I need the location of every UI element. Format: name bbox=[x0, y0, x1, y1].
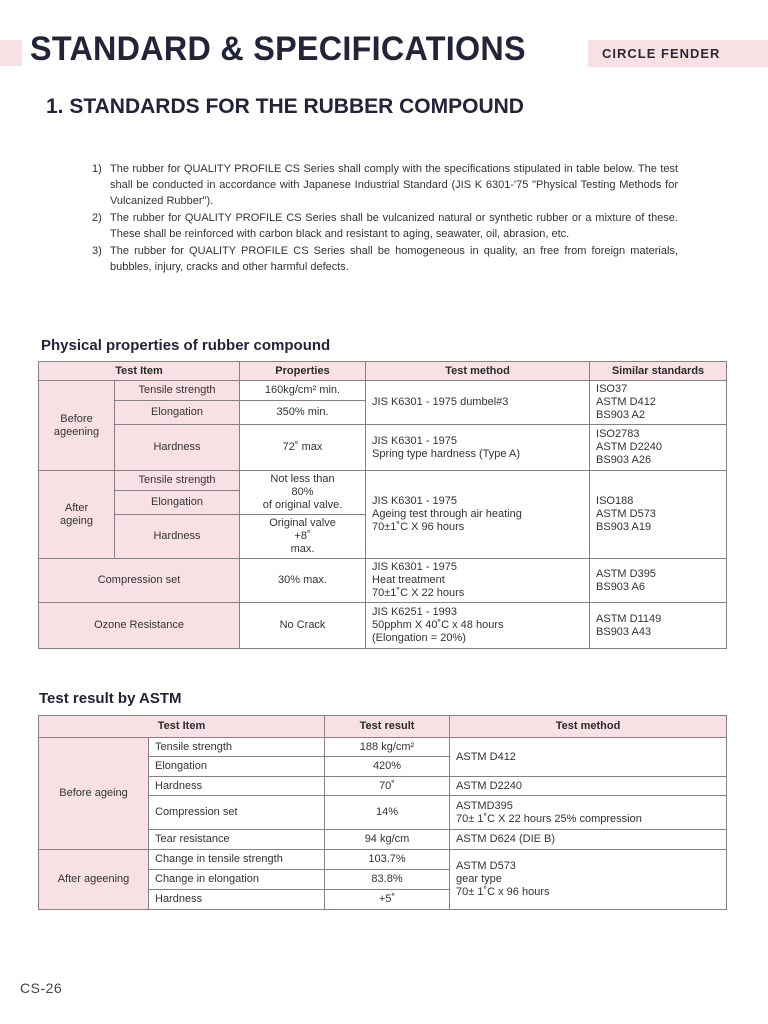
note-item bbox=[92, 243, 678, 275]
header-band-left bbox=[0, 40, 22, 66]
item-change-elongation: Change in elongation bbox=[149, 870, 325, 890]
header-test-item: Test Item bbox=[39, 362, 240, 381]
item-hardness-after: Hardness bbox=[115, 515, 240, 559]
physical-properties-table bbox=[38, 361, 727, 649]
item-compression-set: Compression set bbox=[39, 559, 240, 603]
group-before-ageing: Before ageening bbox=[39, 381, 115, 471]
result-compression-set: 14% bbox=[325, 796, 450, 830]
table-row bbox=[39, 850, 727, 870]
table-row bbox=[39, 603, 727, 649]
table-title-physical-properties: Physical properties of rubber compound bbox=[41, 337, 331, 354]
table-header-row bbox=[39, 716, 727, 738]
method-compression-set: ASTMD395 70± 1˚C X 22 hours 25% compression bbox=[450, 796, 727, 830]
table-row bbox=[39, 471, 727, 491]
item-elongation: Elongation bbox=[115, 401, 240, 425]
item-tensile-strength: Tensile strength bbox=[149, 738, 325, 757]
method-tear-resistance: ASTM D624 (DIE B) bbox=[450, 830, 727, 850]
astm-results-table bbox=[38, 715, 727, 910]
item-tear-resistance: Tear resistance bbox=[149, 830, 325, 850]
prop-elongation: 350% min. bbox=[240, 401, 366, 425]
similar-tensile-elongation: ISO37 ASTM D412 BS903 A2 bbox=[590, 381, 727, 425]
similar-compression-set: ASTM D395 BS903 A6 bbox=[590, 559, 727, 603]
result-change-tensile-strength: 103.7% bbox=[325, 850, 450, 870]
page-number: CS-26 bbox=[20, 980, 63, 996]
note-text: The rubber for QUALITY PROFILE CS Series shall be homogeneous in quality, an free from foreign materials, bubbles, injury, cracks and other harmful defects. bbox=[110, 245, 678, 273]
header-test-method: Test method bbox=[450, 716, 727, 738]
method-ozone-resistance: JIS K6251 - 1993 50pphm X 40˚C x 48 hours (Elongation = 20%) bbox=[366, 603, 590, 649]
header-test-method: Test method bbox=[366, 362, 590, 381]
similar-after-ageing: ISO188 ASTM D573 BS903 A19 bbox=[590, 471, 727, 559]
prop-hardness-after: Original valve +8˚ max. bbox=[240, 515, 366, 559]
group-after-ageing: After ageening bbox=[39, 850, 149, 910]
item-hardness-after: Hardness bbox=[149, 890, 325, 910]
result-elongation: 420% bbox=[325, 757, 450, 777]
product-label: CIRCLE FENDER bbox=[602, 46, 721, 61]
header-test-item: Test Item bbox=[39, 716, 325, 738]
table-row bbox=[39, 381, 727, 401]
item-elongation: Elongation bbox=[149, 757, 325, 777]
note-item bbox=[92, 161, 678, 209]
table-row bbox=[39, 559, 727, 603]
note-number: 1) bbox=[92, 163, 102, 175]
result-change-elongation: 83.8% bbox=[325, 870, 450, 890]
note-number: 2) bbox=[92, 212, 102, 224]
item-tensile-strength-after: Tensile strength bbox=[115, 471, 240, 491]
note-text: The rubber for QUALITY PROFILE CS Series shall be vulcanized natural or synthetic rubber or a mixture of these. These shall be reinforced with carbon black and resistant to aging, seawater, oil, abrasion, etc. bbox=[110, 212, 678, 240]
item-hardness: Hardness bbox=[115, 425, 240, 471]
item-hardness: Hardness bbox=[149, 777, 325, 796]
similar-hardness: ISO2783 ASTM D2240 BS903 A26 bbox=[590, 425, 727, 471]
method-after-ageing: ASTM D573 gear type 70± 1˚C x 96 hours bbox=[450, 850, 727, 910]
header-similar-standards: Similar standards bbox=[590, 362, 727, 381]
header-properties: Properties bbox=[240, 362, 366, 381]
section-title: 1. STANDARDS FOR THE RUBBER COMPOUND bbox=[46, 95, 524, 118]
table-row bbox=[39, 738, 727, 757]
method-tensile-elongation: ASTM D412 bbox=[450, 738, 727, 777]
prop-tensile-strength: 160kg/cm² min. bbox=[240, 381, 366, 401]
item-ozone-resistance: Ozone Resistance bbox=[39, 603, 240, 649]
table-title-astm-results: Test result by ASTM bbox=[39, 690, 182, 707]
similar-ozone-resistance: ASTM D1149 BS903 A43 bbox=[590, 603, 727, 649]
method-hardness: ASTM D2240 bbox=[450, 777, 727, 796]
item-tensile-strength: Tensile strength bbox=[115, 381, 240, 401]
item-change-tensile-strength: Change in tensile strength bbox=[149, 850, 325, 870]
group-after-ageing: After ageing bbox=[39, 471, 115, 559]
method-after-ageing: JIS K6301 - 1975 Ageing test through air heating 70±1˚C X 96 hours bbox=[366, 471, 590, 559]
prop-compression-set: 30% max. bbox=[240, 559, 366, 603]
note-item bbox=[92, 210, 678, 242]
note-number: 3) bbox=[92, 245, 102, 257]
prop-hardness: 72˚ max bbox=[240, 425, 366, 471]
notes-list bbox=[92, 161, 678, 276]
result-hardness: 70˚ bbox=[325, 777, 450, 796]
item-elongation-after: Elongation bbox=[115, 491, 240, 515]
method-tensile-elongation: JIS K6301 - 1975 dumbel#3 bbox=[366, 381, 590, 425]
group-before-ageing: Before ageing bbox=[39, 738, 149, 850]
page-title: STANDARD & SPECIFICATIONS bbox=[30, 30, 526, 68]
prop-ozone-resistance: No Crack bbox=[240, 603, 366, 649]
result-tear-resistance: 94 kg/cm bbox=[325, 830, 450, 850]
method-hardness: JIS K6301 - 1975 Spring type hardness (Type A) bbox=[366, 425, 590, 471]
result-tensile-strength: 188 kg/cm² bbox=[325, 738, 450, 757]
method-compression-set: JIS K6301 - 1975 Heat treatment 70±1˚C X 22 hours bbox=[366, 559, 590, 603]
table-row bbox=[39, 425, 727, 471]
item-compression-set: Compression set bbox=[149, 796, 325, 830]
prop-tensile-after: Not less than 80% of original valve. bbox=[240, 471, 366, 515]
header-test-result: Test result bbox=[325, 716, 450, 738]
table-header-row bbox=[39, 362, 727, 381]
result-hardness-after: +5˚ bbox=[325, 890, 450, 910]
note-text: The rubber for QUALITY PROFILE CS Series shall comply with the specifications stipulated in table below. The test shall be conducted in accordance with Japanese Industrial Standard (JIS K 6301-'75 "Physical Testing Methods for Vulcanized Rubber"). bbox=[110, 163, 678, 207]
